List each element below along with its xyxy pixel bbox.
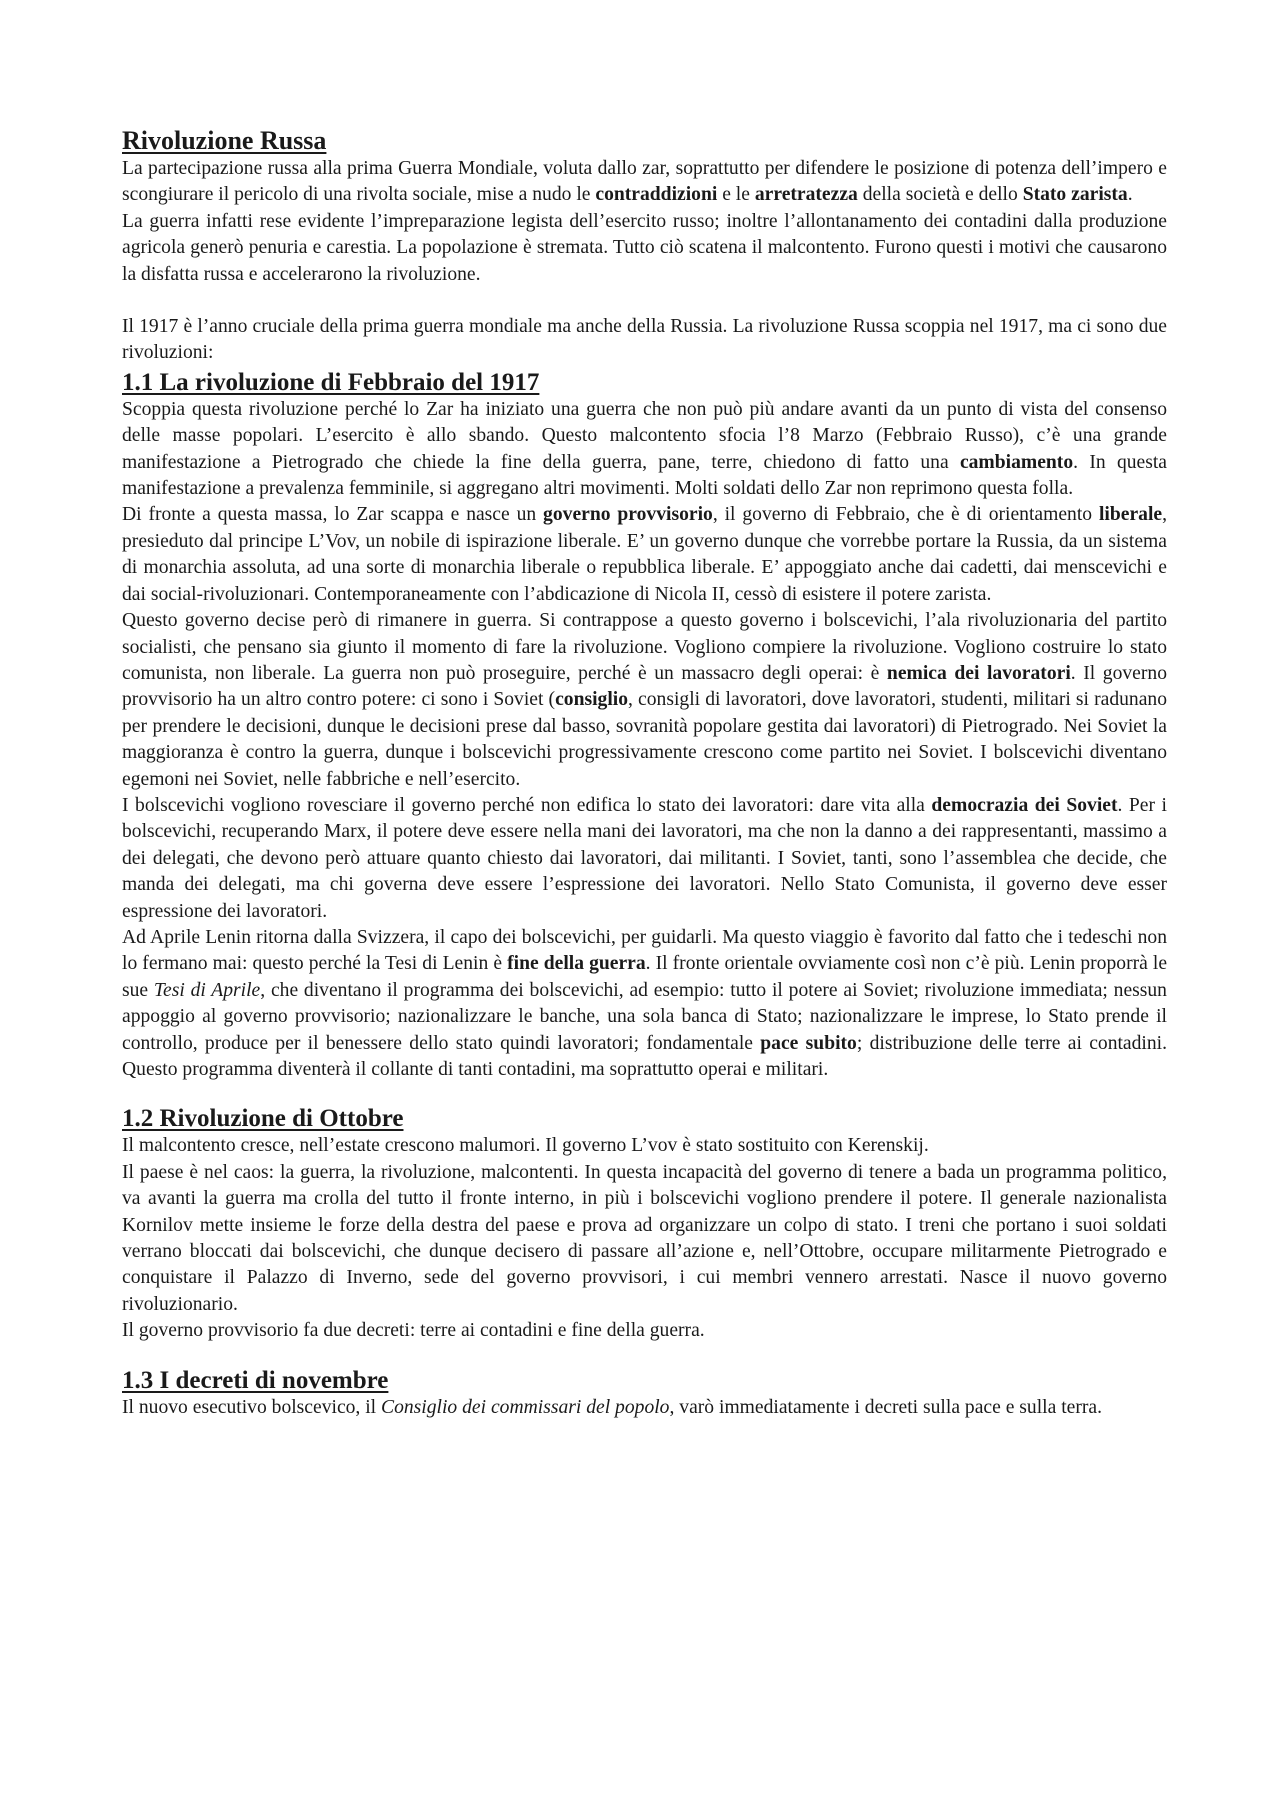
ottobre-paragraph-1: Il malcontento cresce, nell’estate crescono malumori. Il governo L’vov è stato sostituito con Kerenskij. [122, 1135, 929, 1157]
intro-paragraph-2: La guerra infatti rese evidente l’impreparazione legista dell’esercito russo; inoltre l’allontanamento dei contadini dalla produzione agricola generò penuria e carestia. La popolazione è stremata. Tutto ciò scatena il malcontento. Furono questi i motivi che causarono la disfatta russa e accelerarono la rivoluzione. [122, 210, 1167, 285]
spacer [122, 288, 1167, 314]
section-heading-ottobre: 1.2 Rivoluzione di Ottobre [122, 1105, 404, 1133]
section-heading-febbraio: 1.1 La rivoluzione di Febbraio del 1917 [122, 368, 540, 396]
section-heading-decreti: 1.3 I decreti di novembre [122, 1366, 389, 1394]
intro-paragraph-1: La partecipazione russa alla prima Guerra Mondiale, voluta dallo zar, soprattutto per difendere le posizione di potenza dell’impero e scongiurare il pericolo di una rivolta sociale, mise a nudo le contraddizioni e le arretratezza della società e dello Stato zarista. [122, 158, 1167, 206]
ottobre-paragraph-3: Il governo provvisorio fa due decreti: terre ai contadini e fine della guerra. [122, 1320, 705, 1342]
document-page [122, 126, 1167, 1421]
decreti-paragraph-1: Il nuovo esecutivo bolscevico, il Consiglio dei commissari del popolo, varò immediatamente i decreti sulla pace e sulla terra. [122, 1396, 1102, 1418]
febbraio-paragraph-4: I bolscevichi vogliono rovesciare il governo perché non edifica lo stato dei lavoratori: dare vita alla democrazia dei Soviet. Per i bolscevichi, recuperando Marx, il potere deve essere nella mani dei lavoratori, ma che non la danno a dei rappresentanti, massimo a dei delegati, che devono però attuare quanto chiesto dai lavoratori, dai militanti. I Soviet, tanti, sono l’assemblea che decide, che manda dei delegati, ma chi governa deve essere l’espressione dei lavoratori. Nello Stato Comunista, il governo deve esser espressione dei lavoratori. [122, 794, 1167, 922]
spacer [122, 1345, 1167, 1367]
intro-paragraph-3: Il 1917 è l’anno cruciale della prima guerra mondiale ma anche della Russia. La rivoluzione Russa scoppia nel 1917, ma ci sono due rivoluzioni: [122, 316, 1167, 364]
febbraio-paragraph-3: Questo governo decise però di rimanere in guerra. Si contrappose a questo governo i bolscevichi, l’ala rivoluzionaria del partito socialisti, che pensano sia giunto il momento di fare la rivoluzione. Vogliono compiere la rivoluzione. Vogliono costruire lo stato comunista, non liberale. La guerra non può proseguire, perché è un massacro degli operai: è nemica dei lavoratori. Il governo provvisorio ha un altro contro potere: ci sono i Soviet (consiglio, consigli di lavoratori, dove lavoratori, studenti, militari si radunano per prendere le decisioni, dunque le decisioni prese dal basso, sovranità popolare gestita dai lavoratori) di Pietrogrado. Nei Soviet la maggioranza è contro la guerra, dunque i bolscevichi progressivamente crescono come partito nei Soviet. I bolscevichi diventano egemoni nei Soviet, nelle fabbriche e nell’esercito. [122, 610, 1167, 790]
febbraio-paragraph-2: Di fronte a questa massa, lo Zar scappa e nasce un governo provvisorio, il governo di Febbraio, che è di orientamento liberale, presieduto dal principe L’Vov, un nobile di ispirazione liberale. E’ un governo dunque che vorrebbe portare la Russia, da un sistema di monarchia assoluta, ad una sorte di monarchia liberale o repubblica liberale. E’ appoggiato anche dai cadetti, dai menscevichi e dai social-rivoluzionari. Contemporaneamente con l’abdicazione di Nicola II, cessò di esistere il potere zarista. [122, 504, 1168, 605]
spacer [122, 1083, 1167, 1105]
febbraio-paragraph-1: Scoppia questa rivoluzione perché lo Zar ha iniziato una guerra che non può più andare avanti da un punto di vista del consenso delle masse popolari. L’esercito è allo sbando. Questo malcontento sfocia l’8 Marzo (Febbraio Russo), c’è una grande manifestazione a Pietrogrado che chiede la fine della guerra, pane, terre, chiedono di fatto una cambiamento. In questa manifestazione a prevalenza femminile, si aggregano altri movimenti. Molti soldati dello Zar non reprimono questa folla. [122, 398, 1167, 500]
febbraio-paragraph-5: Ad Aprile Lenin ritorna dalla Svizzera, il capo dei bolscevichi, per guidarli. Ma questo viaggio è favorito dal fatto che i tedeschi non lo fermano mai: questo perché la Tesi di Lenin è fine della guerra. Il fronte orientale ovviamente così non c’è più. Lenin proporrà le sue Tesi di Aprile, che diventano il programma dei bolscevichi, ad esempio: tutto il potere ai Soviet; rivoluzione immediata; nessun appoggio al governo provvisorio; nazionalizzare le banche, una sola banca di Stato; nazionalizzare le imprese, lo Stato prende il controllo, produce per il benessere dello stato quindi lavoratori; fondamentale pace subito; distribuzione delle terre ai contadini. Questo programma diventerà il collante di tanti contadini, ma soprattutto operai e militari. [122, 926, 1168, 1080]
page-title: Rivoluzione Russa [122, 126, 327, 155]
ottobre-paragraph-2: Il paese è nel caos: la guerra, la rivoluzione, malcontenti. In questa incapacità del governo di tenere a bada un programma politico, va avanti la guerra ma crolla del tutto il fronte interno, in più i bolscevichi vogliono prendere il potere. Il generale nazionalista Kornilov mette insieme le forze della destra del paese e prova ad organizzare un colpo di stato. I treni che portano i suoi soldati verrano bloccati dai bolscevichi, che dunque decisero di passare all’azione e, nell’Ottobre, occupare militarmente Pietrogrado e conquistare il Palazzo di Inverno, sede del governo provvisori, i cui membri vennero arrestati. Nasce il nuovo governo rivoluzionario. [122, 1161, 1167, 1315]
